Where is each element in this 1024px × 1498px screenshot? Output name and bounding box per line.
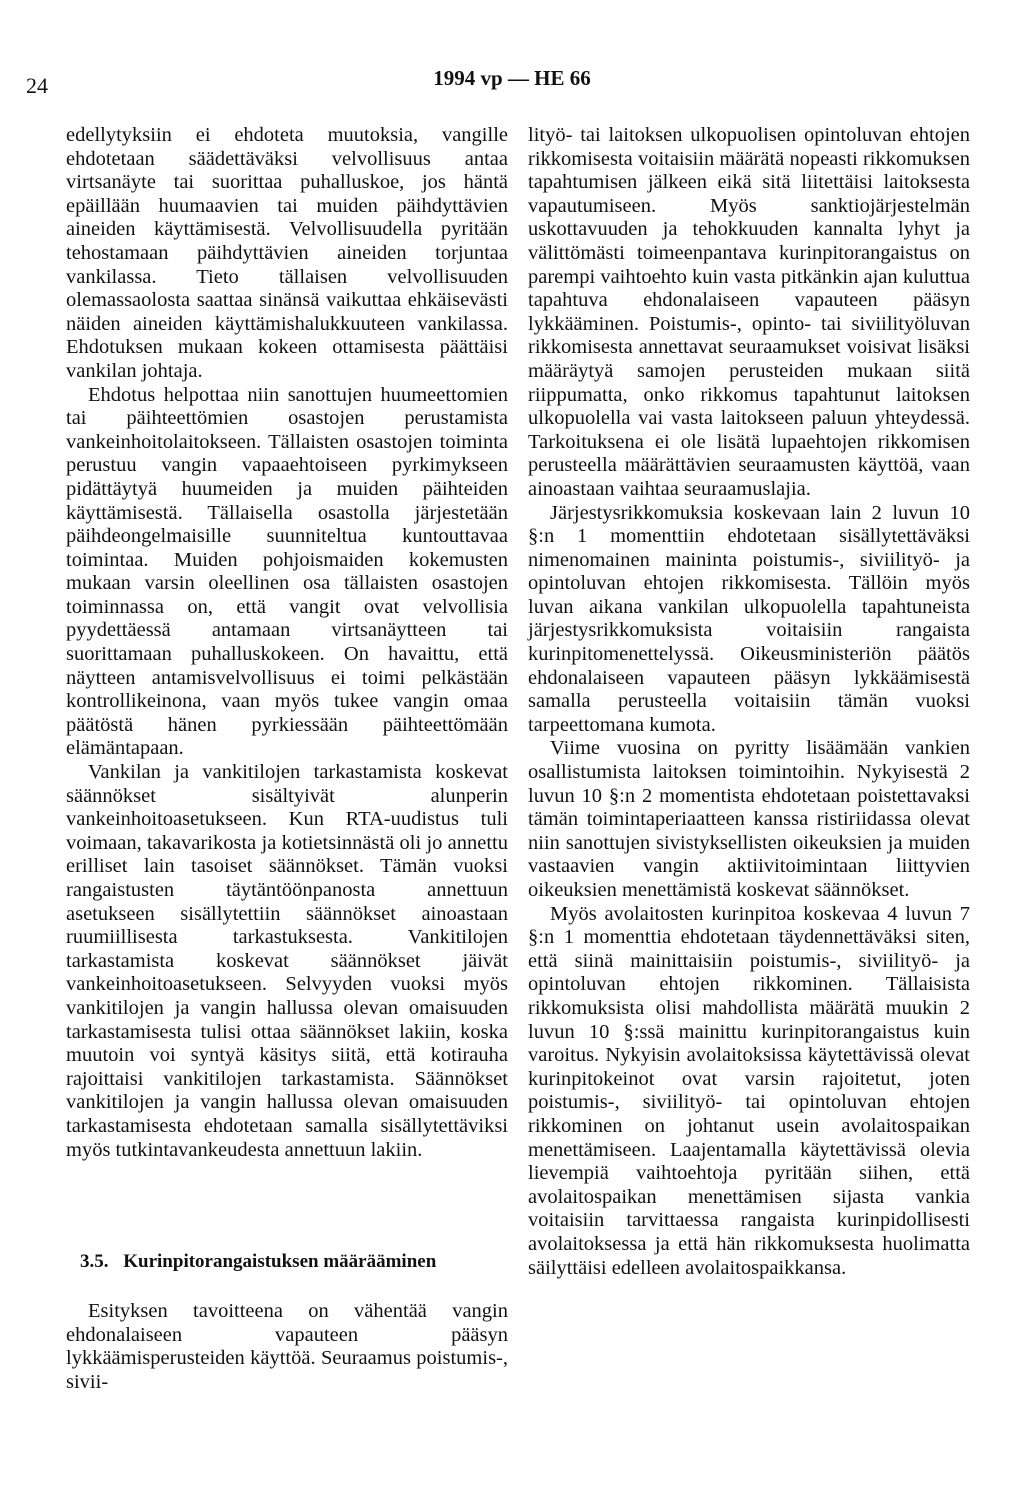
left-column [66, 124, 508, 1395]
running-title: 1994 vp — HE 66 [433, 66, 591, 90]
section-number: 3.5. [80, 1251, 109, 1273]
right-paragraph-4: Myös avolaitosten kurinpitoa koskevaa 4 luvun 7 §:n 1 momenttia ehdotetaan täydennettäväksi siten, että siinä mainittaisiin poistumis-, siviilityö- ja opintoluvan ehtojen rikkominen. Tällaisista rikkomuksista olisi mahdollista määrätä muukin 2 luvun 10 §:ssä mainittu kurinpitorangaistus kuin varoitus. Nykyisin avolaitoksissa käytettävissä olevat kurinpitokeinot ovat varsin rajoitetut, joten poistumis-, siviilityö- tai opintoluvan ehtojen rikkominen on johtanut usein avolaitospaikan menettämiseen. Laajentamalla käytettävissä olevia lievempiä vaihtoehtoja pyritään siihen, että avolaitospaikan menettämisen sijasta vankia voitaisiin tarvittaessa rangaista kurinpidollisesti avolaitoksessa ja että hän rikkomuksesta huolimatta säilyttäisi edelleen avolaitospaikkansa. [528, 902, 970, 1279]
section-title: Kurinpitorangaistuksen määrääminen [123, 1251, 437, 1273]
left-paragraph-2: Ehdotus helpottaa niin sanottujen huumeettomien tai päihteettömien osastojen perustamista vankeinhoitolaitokseen. Tällaisten osastojen toiminta perustuu vangin vapaaehtoiseen pyrkimykseen pidättäytyä huumeiden ja muiden päihteiden käyttämisestä. Tällaisella osastolla järjestetään päihdeongelmaisille suunniteltua kuntouttavaa toimintaa. Muiden pohjoismaiden kokemusten mukaan varsin oleellinen osa tällaisten osastojen toiminnassa on, että vangit ovat velvollisia pyydettäessä antamaan virtsanäytteen tai suorittamaan puhalluskokeen. On havaittu, että näytteen antamisvelvollisuus ei toimi pelkästään kontrollikeinona, vaan myös tukee vangin omaa päätöstä hänen pyrkiessään päihteettömään elämäntapaan. [66, 383, 508, 760]
left-paragraph-4: Esityksen tavoitteena on vähentää vangin ehdonalaiseen vapauteen pääsyn lykkäämisperusteiden käyttöä. Seuraamus poistumis-, sivii- [66, 1300, 508, 1393]
right-paragraph-2: Järjestysrikkomuksia koskevaan lain 2 luvun 10 §:n 1 momenttiin ehdotetaan sisällytettäväksi nimenomainen maininta poistumis-, siviilityö- ja opintoluvan ehtojen rikkomisesta. Tällöin myös luvan aikana vankilan ulkopuolella tapahtuneista järjestysrikkomuksista voitaisiin rangaista kurinpitomenettelyssä. Oikeusministeriön päätös ehdonalaiseen vapauteen pääsyn lykkäämisestä samalla perusteella voitaisiin tämän vuoksi tarpeettomana kumota. [528, 501, 970, 736]
page-number: 24 [26, 73, 48, 98]
left-paragraph-1: edellytyksiin ei ehdoteta muutoksia, vangille ehdotetaan säädettäväksi velvollisuus antaa virtsanäyte tai suorittaa puhalluskoe, jos häntä epäillään huumaavien tai muiden päihdyttävien aineiden käyttämisestä. Velvollisuudella pyritään tehostamaan päihdyttävien aineiden torjuntaa vankilassa. Tieto tällaisen velvollisuuden olemassaolosta saattaa sinänsä vaikuttaa ehkäisevästi näiden aineiden käyttämishalukkuuteen vankilassa. Ehdotuksen mukaan kokeen ottamisesta päättäisi vankilan johtaja. [66, 124, 508, 382]
left-paragraph-3: Vankilan ja vankitilojen tarkastamista koskevat säännökset sisältyivät alunperin vankeinhoitoasetukseen. Kun RTA-uudistus tuli voimaan, takavarikosta ja kotietsinnästä oli jo annettu erilliset lain tasoiset säännökset. Tämän vuoksi rangaistusten täytäntöönpanosta annettuun asetukseen sisällytettiin säännökset ainoastaan ruumiillisesta tarkastuksesta. Vankitilojen tarkastamista koskevat säännökset jäivät vankeinhoitoasetukseen. Selvyyden vuoksi myös vankitilojen ja vangin hallussa olevan omaisuuden tarkastamisesta tulisi ottaa säännökset lakiin, koska muutoin voi syntyä käsitys siitä, että kotirauha rajoittaisi vankitilojen tarkastamista. Säännökset vankitilojen ja vangin hallussa olevan omaisuuden tarkastamisesta ehdotetaan samalla sisällytettäviksi myös tutkintavankeudesta annettuun lakiin. [66, 761, 508, 1161]
section-heading [80, 1250, 508, 1274]
right-column [528, 124, 970, 1280]
right-paragraph-1: lityö- tai laitoksen ulkopuolisen opintoluvan ehtojen rikkomisesta voitaisiin määrätä nopeasti rikkomuksen tapahtumisen jälkeen eikä sitä liitettäisi laitoksesta vapautumiseen. Myös sanktiojärjestelmän uskottavuuden ja tehokkuuden kannalta lyhyt ja välittömästi toimeenpantava kurinpitorangaistus on parempi vaihtoehto kuin vasta pitkänkin ajan kuluttua tapahtuva ehdonalaiseen vapauteen pääsyn lykkääminen. Poistumis-, opinto- tai siviilityöluvan rikkomisesta annettavat seuraamukset voisivat lisäksi määräytyä samojen perusteiden mukaan siitä riippumatta, onko rikkomus tapahtunut laitoksen ulkopuolella vai vasta laitokseen paluun yhteydessä. Tarkoituksena ei ole lisätä lupaehtojen rikkomisen perusteella määrättävien seuraamusten käyttöä, vaan ainoastaan vaihtaa seuraamuslajia. [528, 124, 970, 500]
right-paragraph-3: Viime vuosina on pyritty lisäämään vankien osallistumista laitoksen toimintoihin. Nykyisestä 2 luvun 10 §:n 2 momentista ehdotetaan poistettavaksi tämän toimintaperiaatteen kanssa ristiriidassa olevat niin sanottujen sivistyksellisten oikeuksien ja muiden vastaavien vangin aktiivitoimintaan liittyvien oikeuksien menettämistä koskevat säännökset. [528, 737, 970, 901]
